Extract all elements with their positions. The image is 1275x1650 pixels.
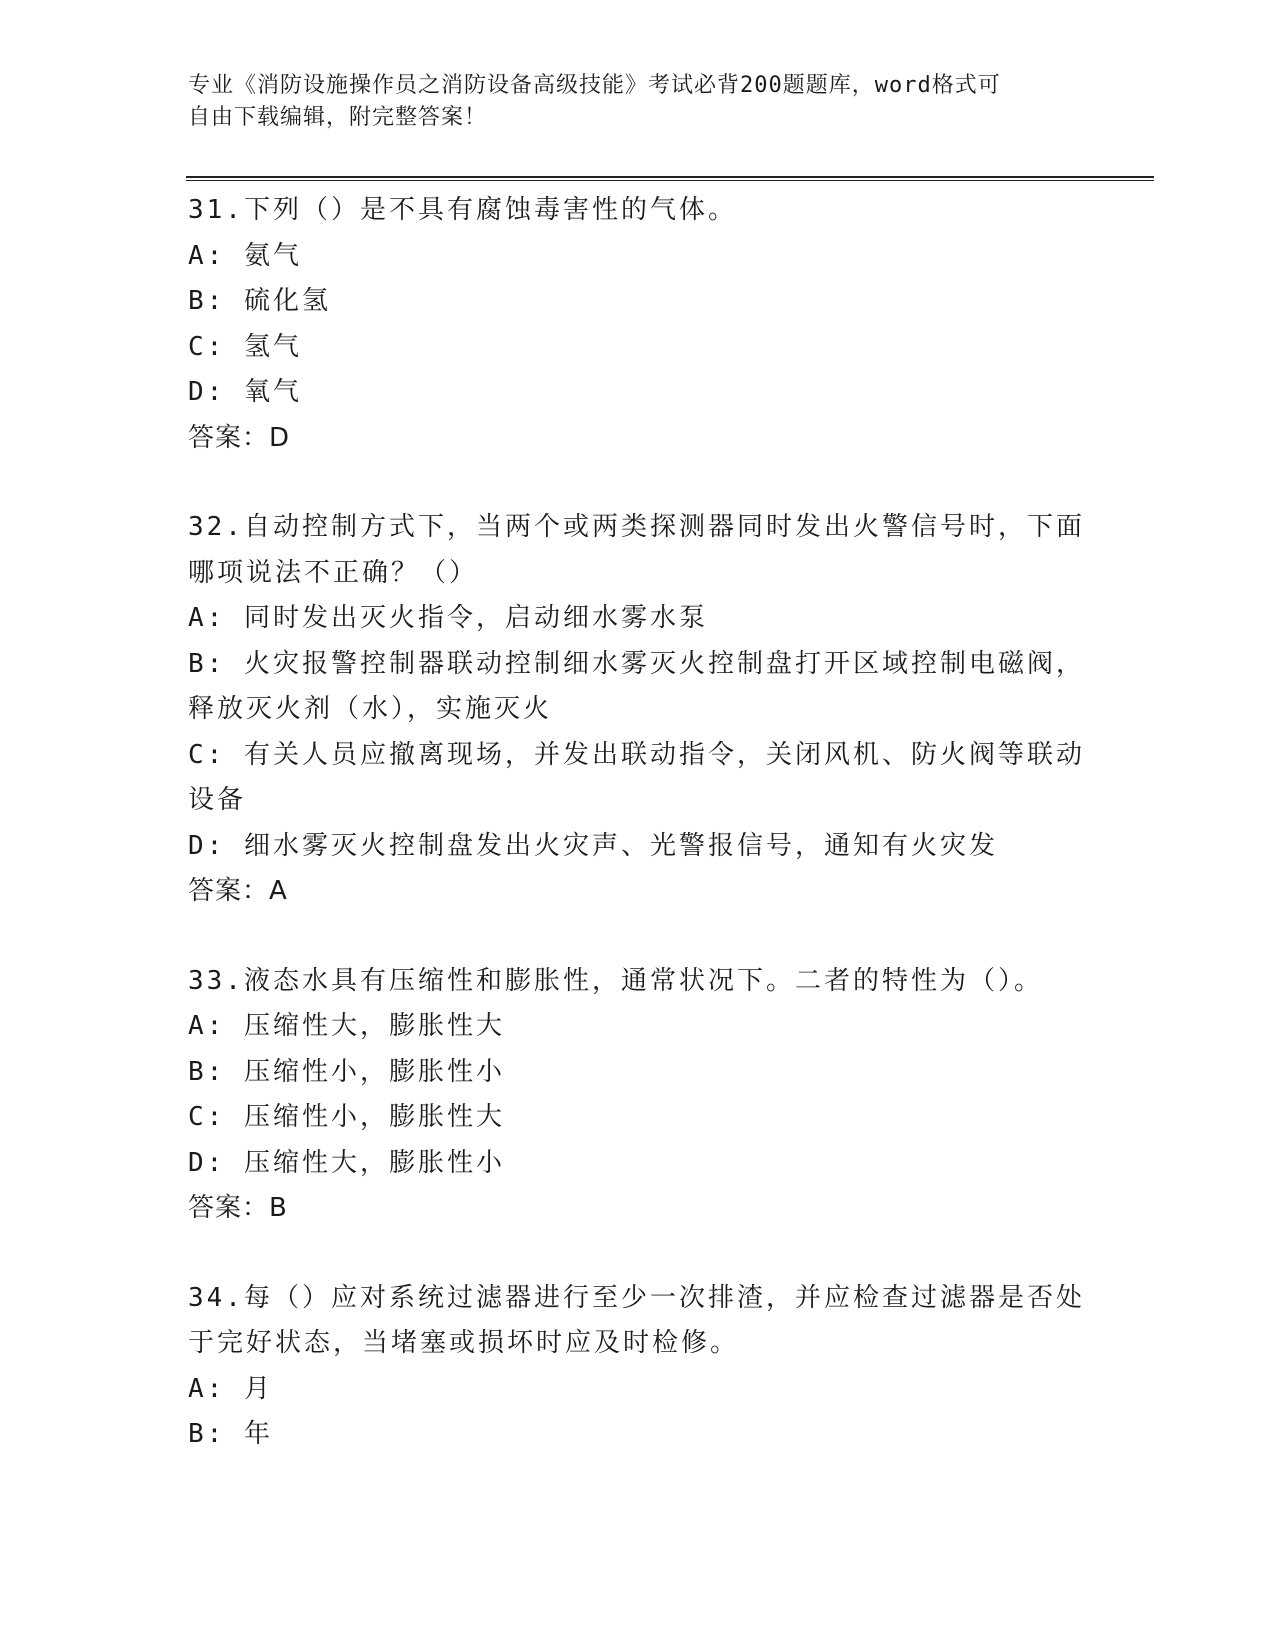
option-a: A: 月 <box>188 1373 273 1404</box>
question-stem: 34.每（）应对系统过滤器进行至少一次排渣，并应检查过滤器是否处 <box>188 1282 1085 1313</box>
question-34 <box>188 1276 1088 1458</box>
option-a: A: 同时发出灭火指令，启动细水雾水泵 <box>188 603 708 633</box>
option-c: C: 压缩性小，膨胀性大 <box>188 1102 505 1132</box>
answer: 答案：D <box>188 422 291 453</box>
option-d: D: 氧气 <box>188 377 302 407</box>
option-b: B: 压缩性小，膨胀性小 <box>188 1056 505 1087</box>
question-stem-cont: 于完好状态，当堵塞或损坏时应及时检修。 <box>188 1328 740 1358</box>
question-stem: 33.液态水具有压缩性和膨胀性，通常状况下。二者的特性为（）。 <box>188 965 1043 996</box>
document-header <box>188 70 1068 134</box>
question-stem-cont: 哪项说法不正确？（） <box>188 557 479 588</box>
question-32 <box>188 505 1088 915</box>
option-d: D: 压缩性大，膨胀性小 <box>188 1147 505 1178</box>
question-stem: 31.下列（）是不具有腐蚀毒害性的气体。 <box>188 195 737 225</box>
answer: 答案：B <box>188 1193 288 1223</box>
question-33 <box>188 959 1088 1232</box>
header-line-2: 自由下载编辑，附完整答案！ <box>188 105 488 130</box>
option-b: B: 年 <box>188 1419 273 1449</box>
question-list <box>188 188 1088 1502</box>
option-b: B: 火灾报警控制器联动控制细水雾灭火控制盘打开区域控制电磁阀， <box>188 648 1085 679</box>
option-a: A: 氨气 <box>188 240 302 271</box>
option-d: D: 细水雾灭火控制盘发出火灾声、光警报信号，通知有火灾发 <box>188 830 998 861</box>
question-31 <box>188 188 1088 461</box>
option-c: C: 氢气 <box>188 331 302 362</box>
answer: 答案：A <box>188 876 288 906</box>
question-stem: 32.自动控制方式下，当两个或两类探测器同时发出火警信号时，下面 <box>188 512 1085 542</box>
option-b: B: 硫化氢 <box>188 286 331 316</box>
option-b-cont: 释放灭火剂（水），实施灭火 <box>188 694 553 724</box>
header-divider <box>186 176 1154 181</box>
option-a: A: 压缩性大，膨胀性大 <box>188 1011 505 1041</box>
option-c-cont: 设备 <box>188 785 247 815</box>
header-line-1: 专业《消防设施操作员之消防设备高级技能》考试必背200题题库，word格式可 <box>188 73 1001 98</box>
option-c: C: 有关人员应撤离现场，并发出联动指令，关闭风机、防火阀等联动 <box>188 739 1085 770</box>
